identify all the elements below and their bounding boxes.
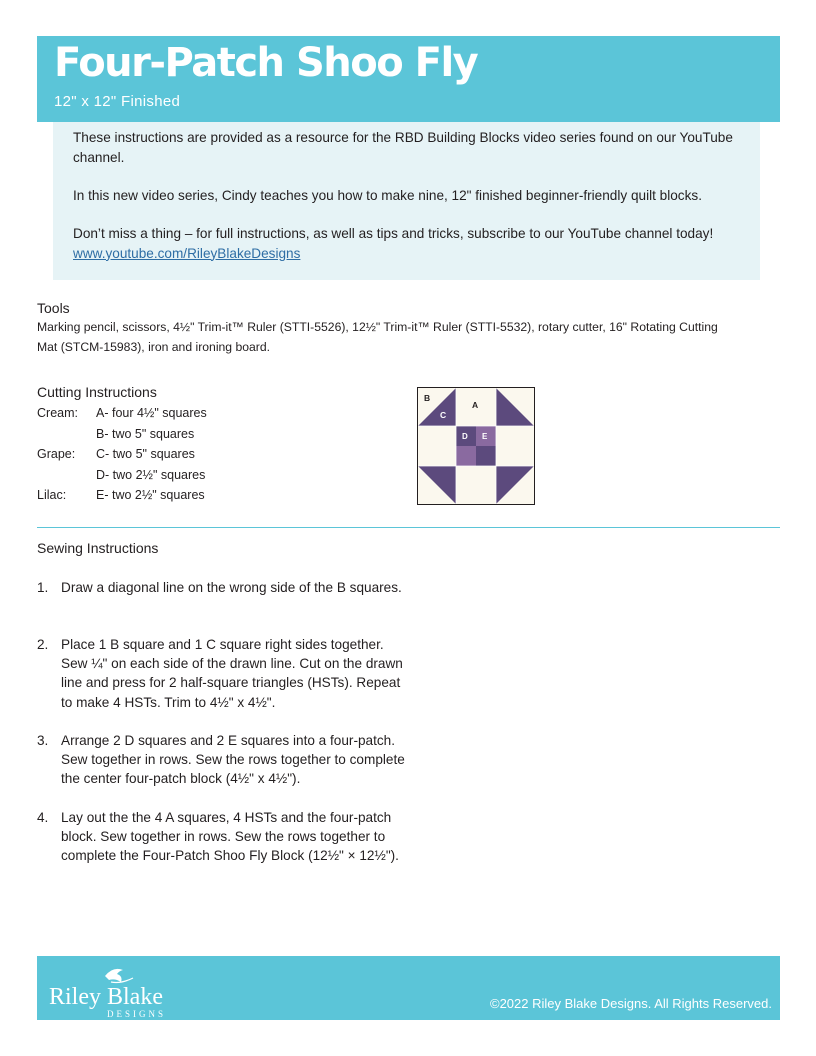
bird-icon	[45, 962, 195, 1018]
fabric-label: Grape:	[37, 447, 76, 461]
label-a: A	[472, 400, 479, 410]
youtube-link[interactable]: www.youtube.com/RileyBlakeDesigns	[73, 245, 301, 261]
step-number: 1.	[37, 580, 49, 595]
square-e-2	[456, 446, 476, 466]
logo-sub-text: DESIGNS	[107, 1009, 167, 1018]
hst-bottom-right	[496, 466, 534, 504]
logo-main-text: Riley Blake	[49, 984, 163, 1010]
intro-paragraph-3	[73, 224, 733, 263]
page-subtitle: 12" x 12" Finished	[54, 93, 181, 110]
label-d: D	[462, 432, 468, 441]
fabric-label: Cream:	[37, 406, 78, 420]
title-banner	[37, 36, 780, 122]
step-text: Lay out the the 4 A squares, 4 HSTs and the four-patch block. Sew together in rows. Sew the rows together to complete the Four-Patch Shoo Fly Block (12½" × 12½").	[61, 810, 399, 864]
step-text: Place 1 B square and 1 C square right sides together. Sew ¼" on each side of the drawn line. Cut on the drawn line and press for 2 half-square triangles (HSTs). Repeat to make 4 HSTs. Trim to 4½" x 4½".	[61, 637, 403, 710]
label-e: E	[482, 432, 488, 441]
fabric-label: Lilac:	[37, 488, 67, 502]
section-divider	[37, 527, 780, 528]
cut-value: A- four 4½" squares	[96, 406, 207, 420]
copyright-text: ©2022 Riley Blake Designs. All Rights Reserved.	[490, 996, 772, 1011]
step-text: Draw a diagonal line on the wrong side of the B squares.	[61, 580, 402, 595]
step-number: 2.	[37, 637, 49, 652]
hst-top-right	[496, 388, 534, 426]
step-number: 4.	[37, 810, 49, 825]
sewing-heading: Sewing Instructions	[37, 540, 159, 556]
step-text: Arrange 2 D squares and 2 E squares into a four-patch. Sew together in rows. Sew the rows together to complete the center four-patch block (4½" x 4½").	[61, 733, 405, 787]
hst-bottom-left	[418, 466, 456, 504]
cutting-heading: Cutting Instructions	[37, 384, 157, 400]
quilt-block-svg	[418, 388, 534, 504]
quilt-block-diagram	[417, 387, 535, 505]
label-c: C	[440, 410, 447, 420]
intro-paragraph-3-text: Don’t miss a thing – for full instructions, as well as tips and tricks, subscribe to our YouTube channel today!	[73, 226, 714, 241]
cut-value: B- two 5" squares	[96, 427, 195, 441]
intro-paragraph-2: In this new video series, Cindy teaches you how to make nine, 12" finished beginner-friendly quilt blocks.	[73, 188, 702, 203]
square-d-2	[476, 446, 496, 466]
cut-value: D- two 2½" squares	[96, 468, 206, 482]
intro-box	[53, 122, 760, 280]
tools-heading: Tools	[37, 300, 70, 316]
riley-blake-logo	[45, 962, 195, 1018]
step-number: 3.	[37, 733, 49, 748]
intro-paragraph-1: These instructions are provided as a resource for the RBD Building Blocks video series found on our YouTube channel.	[73, 130, 733, 165]
label-b: B	[424, 393, 431, 403]
cut-value: E- two 2½" squares	[96, 488, 205, 502]
footer-banner	[37, 956, 780, 1020]
cut-value: C- two 5" squares	[96, 447, 195, 461]
tools-text: Marking pencil, scissors, 4½" Trim-it™ Ruler (STTI-5526), 12½" Trim-it™ Ruler (STTI-5532), rotary cutter, 16" Rotating Cutting Mat (STCM-15983), iron and ironing board.	[37, 320, 718, 354]
page-title: Four-Patch Shoo Fly	[54, 40, 478, 86]
